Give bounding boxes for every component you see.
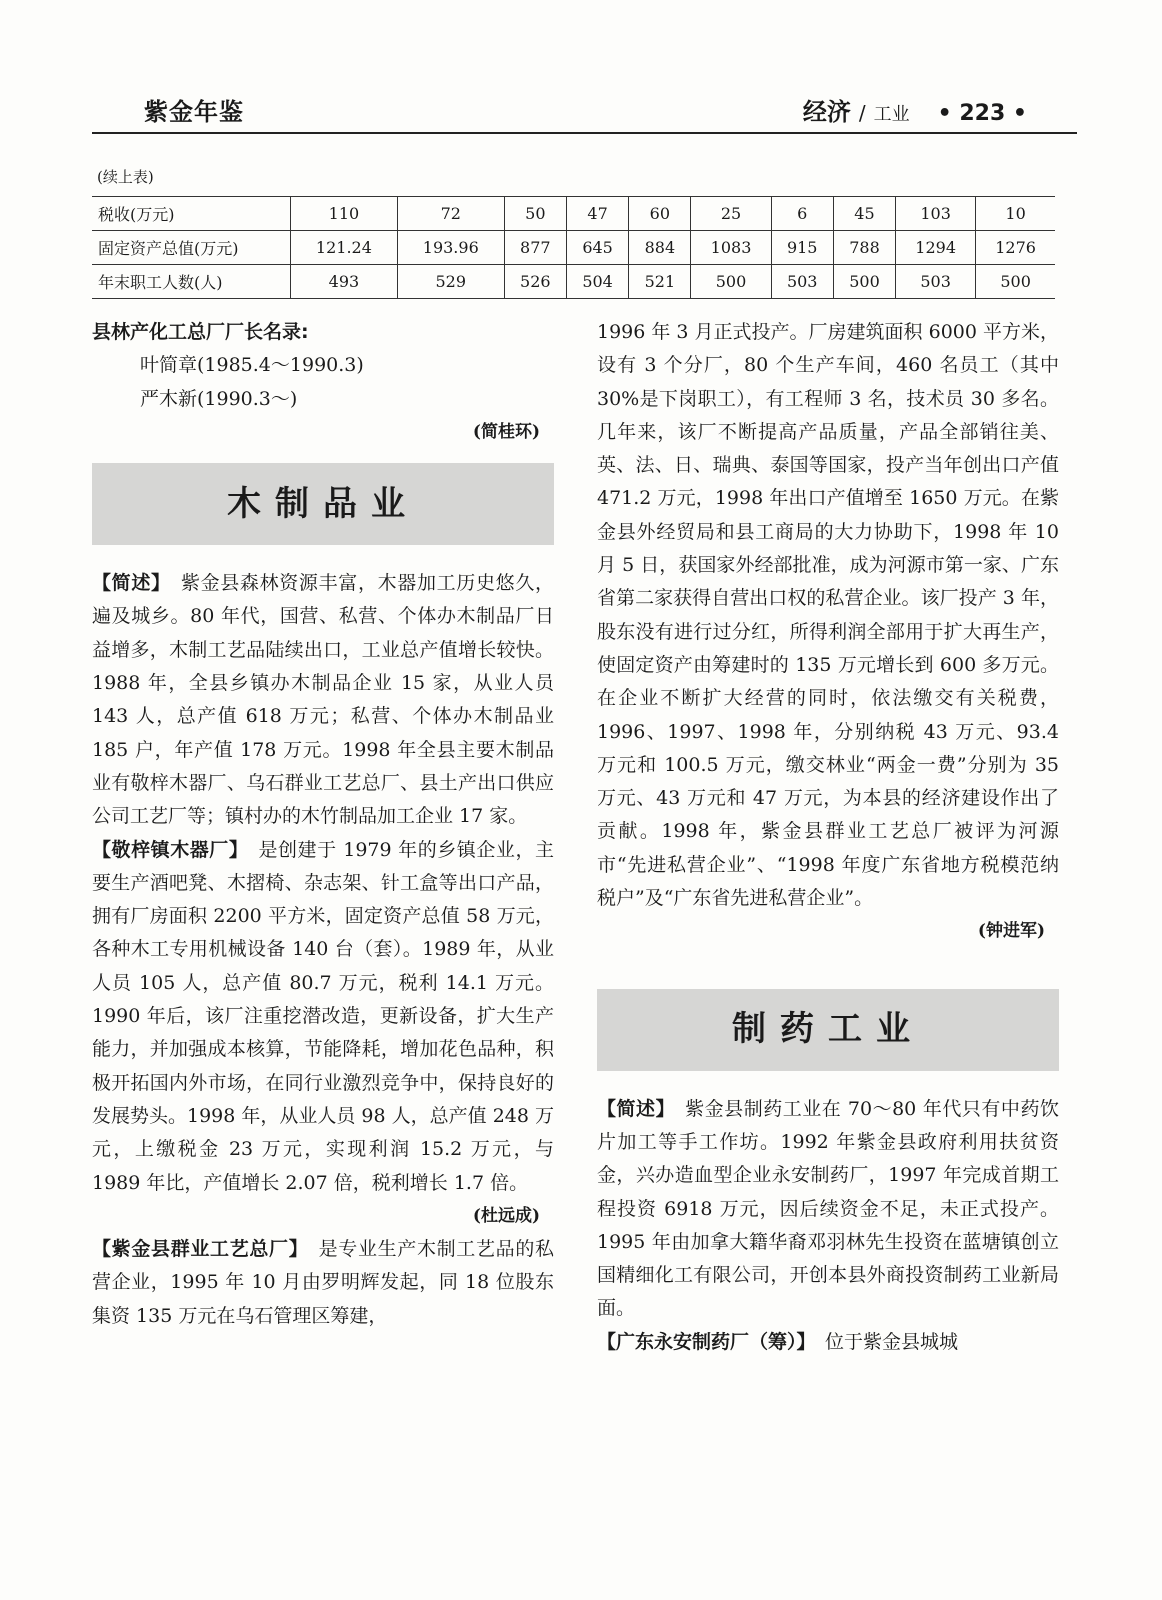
section-title: 木制品业	[227, 483, 419, 524]
paragraph-keyword: 【广东永安制药厂（筹）】	[597, 1330, 807, 1353]
table-row	[92, 231, 1055, 265]
stats-table	[92, 196, 1055, 299]
page-header	[92, 86, 1077, 134]
table-cell: 1294	[896, 231, 976, 265]
table-cell: 25	[691, 197, 771, 231]
paragraph	[92, 567, 554, 833]
header-separator: /	[858, 101, 866, 125]
paragraph-keyword: 【敬梓镇木器厂】	[92, 838, 239, 861]
table-cell: 110	[291, 197, 398, 231]
paragraph-keyword: 【简述】	[597, 1097, 666, 1120]
paragraph	[92, 834, 554, 1200]
table-cell: 877	[504, 231, 566, 265]
section-banner	[597, 989, 1059, 1071]
row-label: 税收(万元)	[92, 197, 291, 231]
header-subsection: 工业	[873, 104, 910, 125]
table-cell: 504	[566, 265, 628, 299]
row-label: 固定资产总值(万元)	[92, 231, 291, 265]
table-cell: 72	[397, 197, 504, 231]
paragraph-text: 紫金县制药工业在 70～80 年代只有中药饮片加工等手工作坊。1992 年紫金县政府利用扶贫资金，兴办造血型企业永安制药厂，1997 年完成首期工程投资 6918 万元，因后续资金不足，未正式投产。1995 年由加拿大籍华裔邓羽林先生投资在蓝塘镇创立国精细化工有限公司，开创本县外商投资制药工业新局面。	[597, 1097, 1059, 1320]
paragraph-text: 紫金县森林资源丰富，木器加工历史悠久，遍及城乡。80 年代，国营、私营、个体办木制品厂日益增多，木制工艺品陆续出口，工业总产值增长较快。1988 年，全县乡镇办木制品企业 15 家，从业人员 143 人，总产值 618 万元；私营、个体办木制品业 185 户，年产值 178 万元。1998 年全县主要木制品业有敬梓木器厂、乌石群业工艺总厂、县土产出口供应公司工艺厂等；镇村办的木竹制品加工企业 17 家。	[92, 572, 554, 828]
table-cell: 500	[691, 265, 771, 299]
paragraph-text: 是创建于 1979 年的乡镇企业，主要生产酒吧凳、木摺椅、杂志架、针工盒等出口产品，拥有厂房面积 2200 平方米，固定资产总值 58 万元，各种木工专用机械设备 140 台（套）。1989 年，从业人员 105 人，总产值 80.7 万元，税利 14.1 万元。1990 年后，该厂注重挖潜改造，更新设备，扩大生产能力，并加强成本核算，节能降耗，增加花色品种，积极开拓国内外市场，在同行业激烈竞争中，保持良好的发展势头。1998 年，从业人员 98 人，总产值 248 万元，上缴税金 23 万元，实现利润 15.2 万元，与 1989 年比，产值增长 2.07 倍，税利增长 1.7 倍。	[92, 838, 554, 1194]
table-cell: 503	[771, 265, 833, 299]
director-entry: 叶简章(1985.4～1990.3)	[140, 354, 364, 377]
table-continued-label: (续上表)	[97, 168, 154, 186]
table-row	[92, 197, 1055, 231]
paragraph	[597, 1093, 1059, 1326]
table-cell: 884	[629, 231, 691, 265]
directors-title: 县林产化工总厂厂长名录:	[92, 321, 309, 343]
paragraph-keyword: 【简述】	[92, 572, 162, 595]
paragraph-text: 是专业生产木制工艺品的私营企业，1995 年 10 月由罗明辉发起，同 18 位股东集资 135 万元在乌石管理区筹建，	[92, 1238, 554, 1327]
paragraph-keyword: 【紫金县群业工艺总厂】	[92, 1238, 299, 1261]
table-cell: 45	[833, 197, 895, 231]
table-cell: 915	[771, 231, 833, 265]
section-banner	[92, 463, 554, 545]
right-column	[597, 316, 1059, 1359]
table-cell: 503	[896, 265, 976, 299]
author-credit: (钟进军)	[977, 921, 1045, 942]
table-cell: 103	[896, 197, 976, 231]
section-title: 制药工业	[732, 1008, 924, 1049]
table-cell: 645	[566, 231, 628, 265]
table-cell: 526	[504, 265, 566, 299]
table-cell: 193.96	[397, 231, 504, 265]
table-cell: 47	[566, 197, 628, 231]
author-credit: (简桂环)	[472, 421, 540, 442]
header-section: 经济	[802, 98, 851, 126]
table-cell: 60	[629, 197, 691, 231]
paragraph-text: 位于紫金县城城	[825, 1330, 959, 1353]
director-entry: 严木新(1990.3～)	[140, 387, 298, 410]
table-cell: 1083	[691, 231, 771, 265]
table-cell: 529	[397, 265, 504, 299]
table-cell: 500	[833, 265, 895, 299]
table-cell: 521	[629, 265, 691, 299]
table-cell: 1276	[976, 231, 1055, 265]
page-number: • 223 •	[937, 101, 1027, 126]
table-cell: 121.24	[291, 231, 398, 265]
book-title: 紫金年鉴	[144, 98, 244, 126]
table-cell: 788	[833, 231, 895, 265]
paragraph: 1996 年 3 月正式投产。厂房建筑面积 6000 平方米，设有 3 个分厂，80 个生产车间，460 名员工（其中 30%是下岗职工），有工程师 3 名，技术员 30 多名。几年来，该厂不断提高产品质量，产品全部销往美、英、法、日、瑞典、泰国等国家，投产当年创出口产值 471.2 万元，1998 年出口产值增至 1650 万元。在紫金县外经贸局和县工商局的大力协助下，1998 年 10 月 5 日，获国家外经部批准，成为河源市第一家、广东省第二家获得自营出口权的私营企业。该厂投产 3 年，股东没有进行过分红，所得利润全部用于扩大再生产，使固定资产由筹建时的 135 万元增长到 600 多万元。在企业不断扩大经营的同时，依法缴交有关税费，1996、1997、1998 年，分别纳税 43 万元、93.4 万元和 100.5 万元，缴交林业“两金一费”分别为 35 万元、43 万元和 47 万元，为本县的经济建设作出了贡献。1998 年，紫金县群业工艺总厂被评为河源市“先进私营企业”、“1998 年度广东省地方税模范纳税户”及“广东省先进私营企业”。	[597, 321, 1059, 910]
paragraph	[597, 1326, 1059, 1359]
table-cell: 500	[976, 265, 1055, 299]
header-right	[803, 92, 1027, 127]
left-column	[92, 316, 554, 1333]
table-cell: 10	[976, 197, 1055, 231]
table-cell: 493	[291, 265, 398, 299]
table-cell: 6	[771, 197, 833, 231]
table-row	[92, 265, 1055, 299]
table-cell: 50	[504, 197, 566, 231]
author-credit: (杜远成)	[472, 1205, 540, 1226]
paragraph	[92, 1233, 554, 1333]
row-label: 年末职工人数(人)	[92, 265, 291, 299]
